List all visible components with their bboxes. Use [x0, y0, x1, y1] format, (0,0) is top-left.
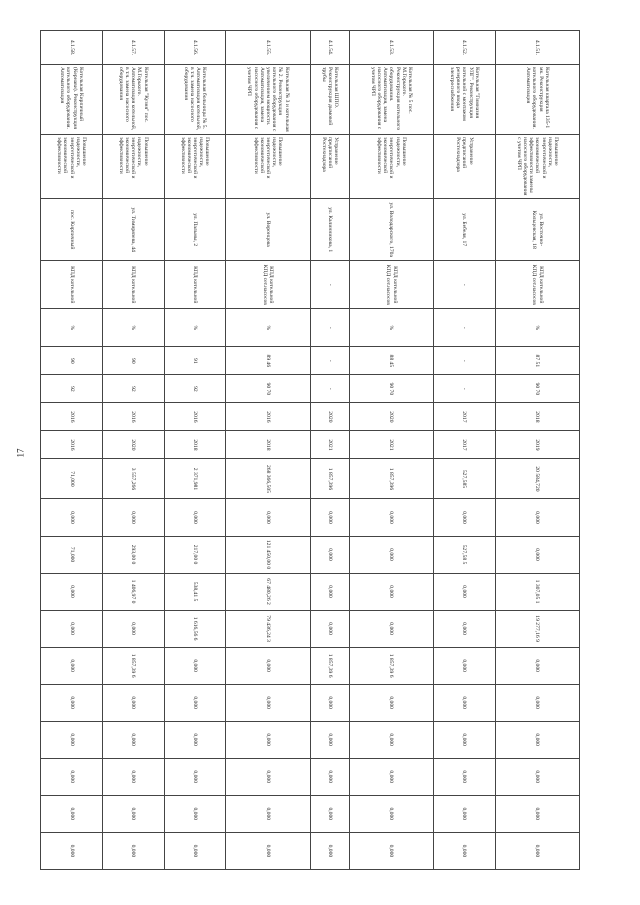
cell-y1: 2018 — [495, 403, 579, 431]
cell-y2: 2017 — [434, 431, 496, 459]
cell-c3: 0,000 — [434, 610, 496, 647]
cell-c4: 0,000 — [495, 647, 579, 684]
cell-v2: 90 70 — [226, 375, 310, 403]
cell-v1: 90 — [102, 347, 164, 375]
table-row — [495, 31, 579, 870]
cell-c5: 0,000 — [226, 684, 310, 721]
cell-purpose: Повышение надежности, энергетической и экономической эффективности — [226, 135, 310, 199]
cell-c9: 0,000 — [226, 832, 310, 869]
cell-v2: 92 — [164, 375, 226, 403]
cell-c5: 0,000 — [41, 684, 103, 721]
table-row — [349, 31, 433, 870]
cell-c5: 0,000 — [310, 684, 349, 721]
cell-unit: % — [349, 309, 433, 347]
cell-address: ул. Пальмы, 2 — [164, 199, 226, 261]
cell-c1: 293,00 0 — [102, 536, 164, 573]
cell-c7: 0,000 — [102, 758, 164, 795]
cell-c4: 0,000 — [226, 647, 310, 684]
cell-y2: 2018 — [164, 431, 226, 459]
cell-name: Котельная ШПО. Реконструкция дымовой трубы — [310, 65, 349, 135]
cell-c8: 0,000 — [495, 795, 579, 832]
cell-cost: 20 584,720 — [495, 459, 579, 499]
cell-c8: 0,000 — [310, 795, 349, 832]
cell-id: 4.1.58. — [41, 31, 103, 65]
cell-v1: - — [310, 347, 349, 375]
cell-v2: 92 — [41, 375, 103, 403]
cell-indicator: КПД котельной КПД сет.насосов — [349, 261, 433, 309]
cell-c0: 0,000 — [164, 499, 226, 536]
cell-purpose: Повышение надежности, энергетической и экономической эффективности — [164, 135, 226, 199]
cell-c8: 0,000 — [164, 795, 226, 832]
cell-unit: % — [495, 309, 579, 347]
cell-c0: 0,000 — [495, 499, 579, 536]
cell-c3: 1 616,56 6 — [164, 610, 226, 647]
cell-v1: 89 46 — [226, 347, 310, 375]
table-row — [102, 31, 164, 870]
cell-unit: % — [41, 309, 103, 347]
cell-purpose: Повышение надежности, энергетической и экономической эффективности — [102, 135, 164, 199]
cell-c7: 0,000 — [495, 758, 579, 795]
cell-c6: 0,000 — [102, 721, 164, 758]
cell-purpose: Повышение надежности, энергетической и экономической эффективности — [41, 135, 103, 199]
cell-c2: 0,000 — [310, 573, 349, 610]
cell-name: Котельная Кирпичный (Кернави). Реконструкция котельного оборудования. Автоматизация — [41, 65, 103, 135]
cell-c3: 0,000 — [102, 610, 164, 647]
cell-cost: 71,000 — [41, 459, 103, 499]
cell-v1: 87 51 — [495, 347, 579, 375]
cell-c3: 0,000 — [310, 610, 349, 647]
cell-purpose: Повышение надежности, энергетической и экономической эффективности — [349, 135, 433, 199]
cell-cost: 1 857,396 — [310, 459, 349, 499]
cell-c5: 0,000 — [164, 684, 226, 721]
table-row — [310, 31, 349, 870]
cell-cost: 1 857,396 — [349, 459, 433, 499]
cell-c4: 1 857,39 6 — [310, 647, 349, 684]
cell-unit: % — [102, 309, 164, 347]
cell-c0: 0,000 — [349, 499, 433, 536]
cell-c8: 0,000 — [102, 795, 164, 832]
cell-address: ул. Володарского, 170а — [349, 199, 433, 261]
cell-address: ул. Восточно-Кольцевская, 18 — [495, 199, 579, 261]
cell-name: Котельная квартала 135-1 мк. Реконструкция котельного оборудования. Автоматизация — [495, 65, 579, 135]
cell-cost: 268 366,505 — [226, 459, 310, 499]
cell-purpose: Устранение предписаний Ростехнадзора — [434, 135, 496, 199]
cell-c6: 0,000 — [349, 721, 433, 758]
cell-c1: 0,000 — [349, 536, 433, 573]
cell-c6: 0,000 — [434, 721, 496, 758]
cell-id: 4.1.52. — [434, 31, 496, 65]
cell-y1: 2016 — [164, 403, 226, 431]
cell-c7: 0,000 — [41, 758, 103, 795]
cell-c0: 0,000 — [41, 499, 103, 536]
cell-c8: 0,000 — [434, 795, 496, 832]
cell-c4: 0,000 — [164, 647, 226, 684]
table-row — [226, 31, 310, 870]
cell-c6: 0,000 — [310, 721, 349, 758]
cell-c7: 0,000 — [434, 758, 496, 795]
cell-c1: 121 450,00 0 — [226, 536, 310, 573]
cell-c5: 0,000 — [495, 684, 579, 721]
cell-c7: 0,000 — [310, 758, 349, 795]
cell-indicator: КПД котельной КПД сет.насосов — [226, 261, 310, 309]
cell-c5: 0,000 — [102, 684, 164, 721]
cell-c4: 0,000 — [41, 647, 103, 684]
cell-address: пос. Кирпичный — [41, 199, 103, 261]
cell-address: ул. Калинникова, 1 — [310, 199, 349, 261]
cell-c6: 0,000 — [226, 721, 310, 758]
cell-c2: 0,000 — [41, 573, 103, 610]
cell-c6: 0,000 — [41, 721, 103, 758]
cell-v2: 90 70 — [495, 375, 579, 403]
cell-c7: 0,000 — [349, 758, 433, 795]
cell-v1: 88 45 — [349, 347, 433, 375]
cell-y2: 2020 — [102, 431, 164, 459]
cell-cost: 3 557,266 — [102, 459, 164, 499]
cell-v2: 92 — [102, 375, 164, 403]
cell-unit: % — [226, 309, 310, 347]
cell-c8: 0,000 — [349, 795, 433, 832]
rotated-table-wrapper — [40, 30, 580, 870]
cell-purpose: Устранение предписаний Ростехнадзора — [310, 135, 349, 199]
cell-c2: 67 480,26 2 — [226, 573, 310, 610]
cell-indicator: КПД котельной КПД сет.насосов — [495, 261, 579, 309]
cell-v1: - — [434, 347, 496, 375]
cell-c8: 0,000 — [41, 795, 103, 832]
cell-id: 4.1.56. — [164, 31, 226, 65]
cell-purpose: Повышение надежности, энергетической и экономической эффективности замены насосного оборудования с учетом ЧРП — [495, 135, 579, 199]
cell-c1: 527,58 5 — [434, 536, 496, 573]
cell-id: 4.1.55. — [226, 31, 310, 65]
cell-c0: 0,000 — [226, 499, 310, 536]
cell-v1: 91 — [164, 347, 226, 375]
cell-c1: 217,00 0 — [164, 536, 226, 573]
cell-c3: 19 277,16 9 — [495, 610, 579, 647]
cell-c9: 0,000 — [310, 832, 349, 869]
cell-address: ул. Тимирязева, 44 — [102, 199, 164, 261]
page-number: 17 — [15, 448, 26, 458]
table-row — [434, 31, 496, 870]
cell-c3: 79 436,24 3 — [226, 610, 310, 647]
cell-unit: % — [164, 309, 226, 347]
cell-y1: 2016 — [226, 403, 310, 431]
cell-c7: 0,000 — [164, 758, 226, 795]
cell-c2: 538,41 5 — [164, 573, 226, 610]
cell-c0: 0,000 — [310, 499, 349, 536]
table-row — [164, 31, 226, 870]
table-row — [41, 31, 103, 870]
cell-c6: 0,000 — [164, 721, 226, 758]
cell-v2: - — [434, 375, 496, 403]
cell-name: Котельная "Гимназия УЛГ". Реконструкция котельной с монтажом резервного ввода электроснабжения — [434, 65, 496, 135]
cell-c4: 1 857,39 6 — [102, 647, 164, 684]
cell-indicator: - — [310, 261, 349, 309]
cell-c9: 0,000 — [434, 832, 496, 869]
cell-indicator: КПД котельной — [102, 261, 164, 309]
cell-c2: 0,000 — [349, 573, 433, 610]
cell-c9: 0,000 — [41, 832, 103, 869]
cell-name: Котельная № 3 и котельная № 2. Реконструкция котельного оборудования с увеличением мощности. Автоматизация, замена насосного оборудования с учетом ЧРП — [226, 65, 310, 135]
cell-y2: 2021 — [310, 431, 349, 459]
cell-c5: 0,000 — [434, 684, 496, 721]
cell-v2: 90 70 — [349, 375, 433, 403]
cell-address: ул. Бебеля, 17 — [434, 199, 496, 261]
cell-y1: 2020 — [310, 403, 349, 431]
cell-id: 4.1.54. — [310, 31, 349, 65]
cell-c9: 0,000 — [102, 832, 164, 869]
cell-indicator: КПД котельной — [41, 261, 103, 309]
cell-cost: 2 371,981 — [164, 459, 226, 499]
cell-c2: 1 406,97 0 — [102, 573, 164, 610]
cell-c5: 0,000 — [349, 684, 433, 721]
cell-y1: 2016 — [41, 403, 103, 431]
cell-c9: 0,000 — [164, 832, 226, 869]
cell-unit: - — [310, 309, 349, 347]
cell-c1: 0,000 — [310, 536, 349, 573]
cell-y2: 2018 — [226, 431, 310, 459]
cell-c9: 0,000 — [495, 832, 579, 869]
cell-c8: 0,000 — [226, 795, 310, 832]
cell-indicator: КПД котельной — [164, 261, 226, 309]
cell-c6: 0,000 — [495, 721, 579, 758]
cell-c9: 0,000 — [349, 832, 433, 869]
cell-name: Котельная № 5 пос. М.Горького. Реконструкция котельного оборудования. Автоматизация, замена насосного оборудования с учетом ЧРП — [349, 65, 433, 135]
cell-y2: 2021 — [349, 431, 433, 459]
cell-name: Котельная больницы № 5. Автоматизация котельной, в т.ч. замена насосного оборудования — [164, 65, 226, 135]
cell-indicator: - — [434, 261, 496, 309]
cell-c2: 1 307,05 1 — [495, 573, 579, 610]
cell-id: 4.1.57. — [102, 31, 164, 65]
cell-c0: 0,000 — [102, 499, 164, 536]
investment-program-table — [40, 30, 580, 870]
cell-unit: - — [434, 309, 496, 347]
cell-c2: 0,000 — [434, 573, 496, 610]
cell-y1: 2016 — [102, 403, 164, 431]
cell-v2: - — [310, 375, 349, 403]
cell-c0: 0,000 — [434, 499, 496, 536]
cell-y2: 2016 — [41, 431, 103, 459]
cell-c4: 0,000 — [434, 647, 496, 684]
cell-y1: 2017 — [434, 403, 496, 431]
cell-c7: 0,000 — [226, 758, 310, 795]
cell-address: ул. Воронцова — [226, 199, 310, 261]
cell-c3: 0,000 — [349, 610, 433, 647]
cell-cost: 527,585 — [434, 459, 496, 499]
cell-y2: 2019 — [495, 431, 579, 459]
cell-y1: 2020 — [349, 403, 433, 431]
cell-id: 4.1.53. — [349, 31, 433, 65]
cell-id: 4.1.51. — [495, 31, 579, 65]
cell-v1: 90 — [41, 347, 103, 375]
cell-name: Котельная "Кузня" пос. М.Горького. Автоматизация котельной, в т.ч. замена насосного оборудования — [102, 65, 164, 135]
cell-c4: 1 857,39 6 — [349, 647, 433, 684]
cell-c1: 0,000 — [495, 536, 579, 573]
cell-c3: 0,000 — [41, 610, 103, 647]
cell-c1: 71,000 — [41, 536, 103, 573]
